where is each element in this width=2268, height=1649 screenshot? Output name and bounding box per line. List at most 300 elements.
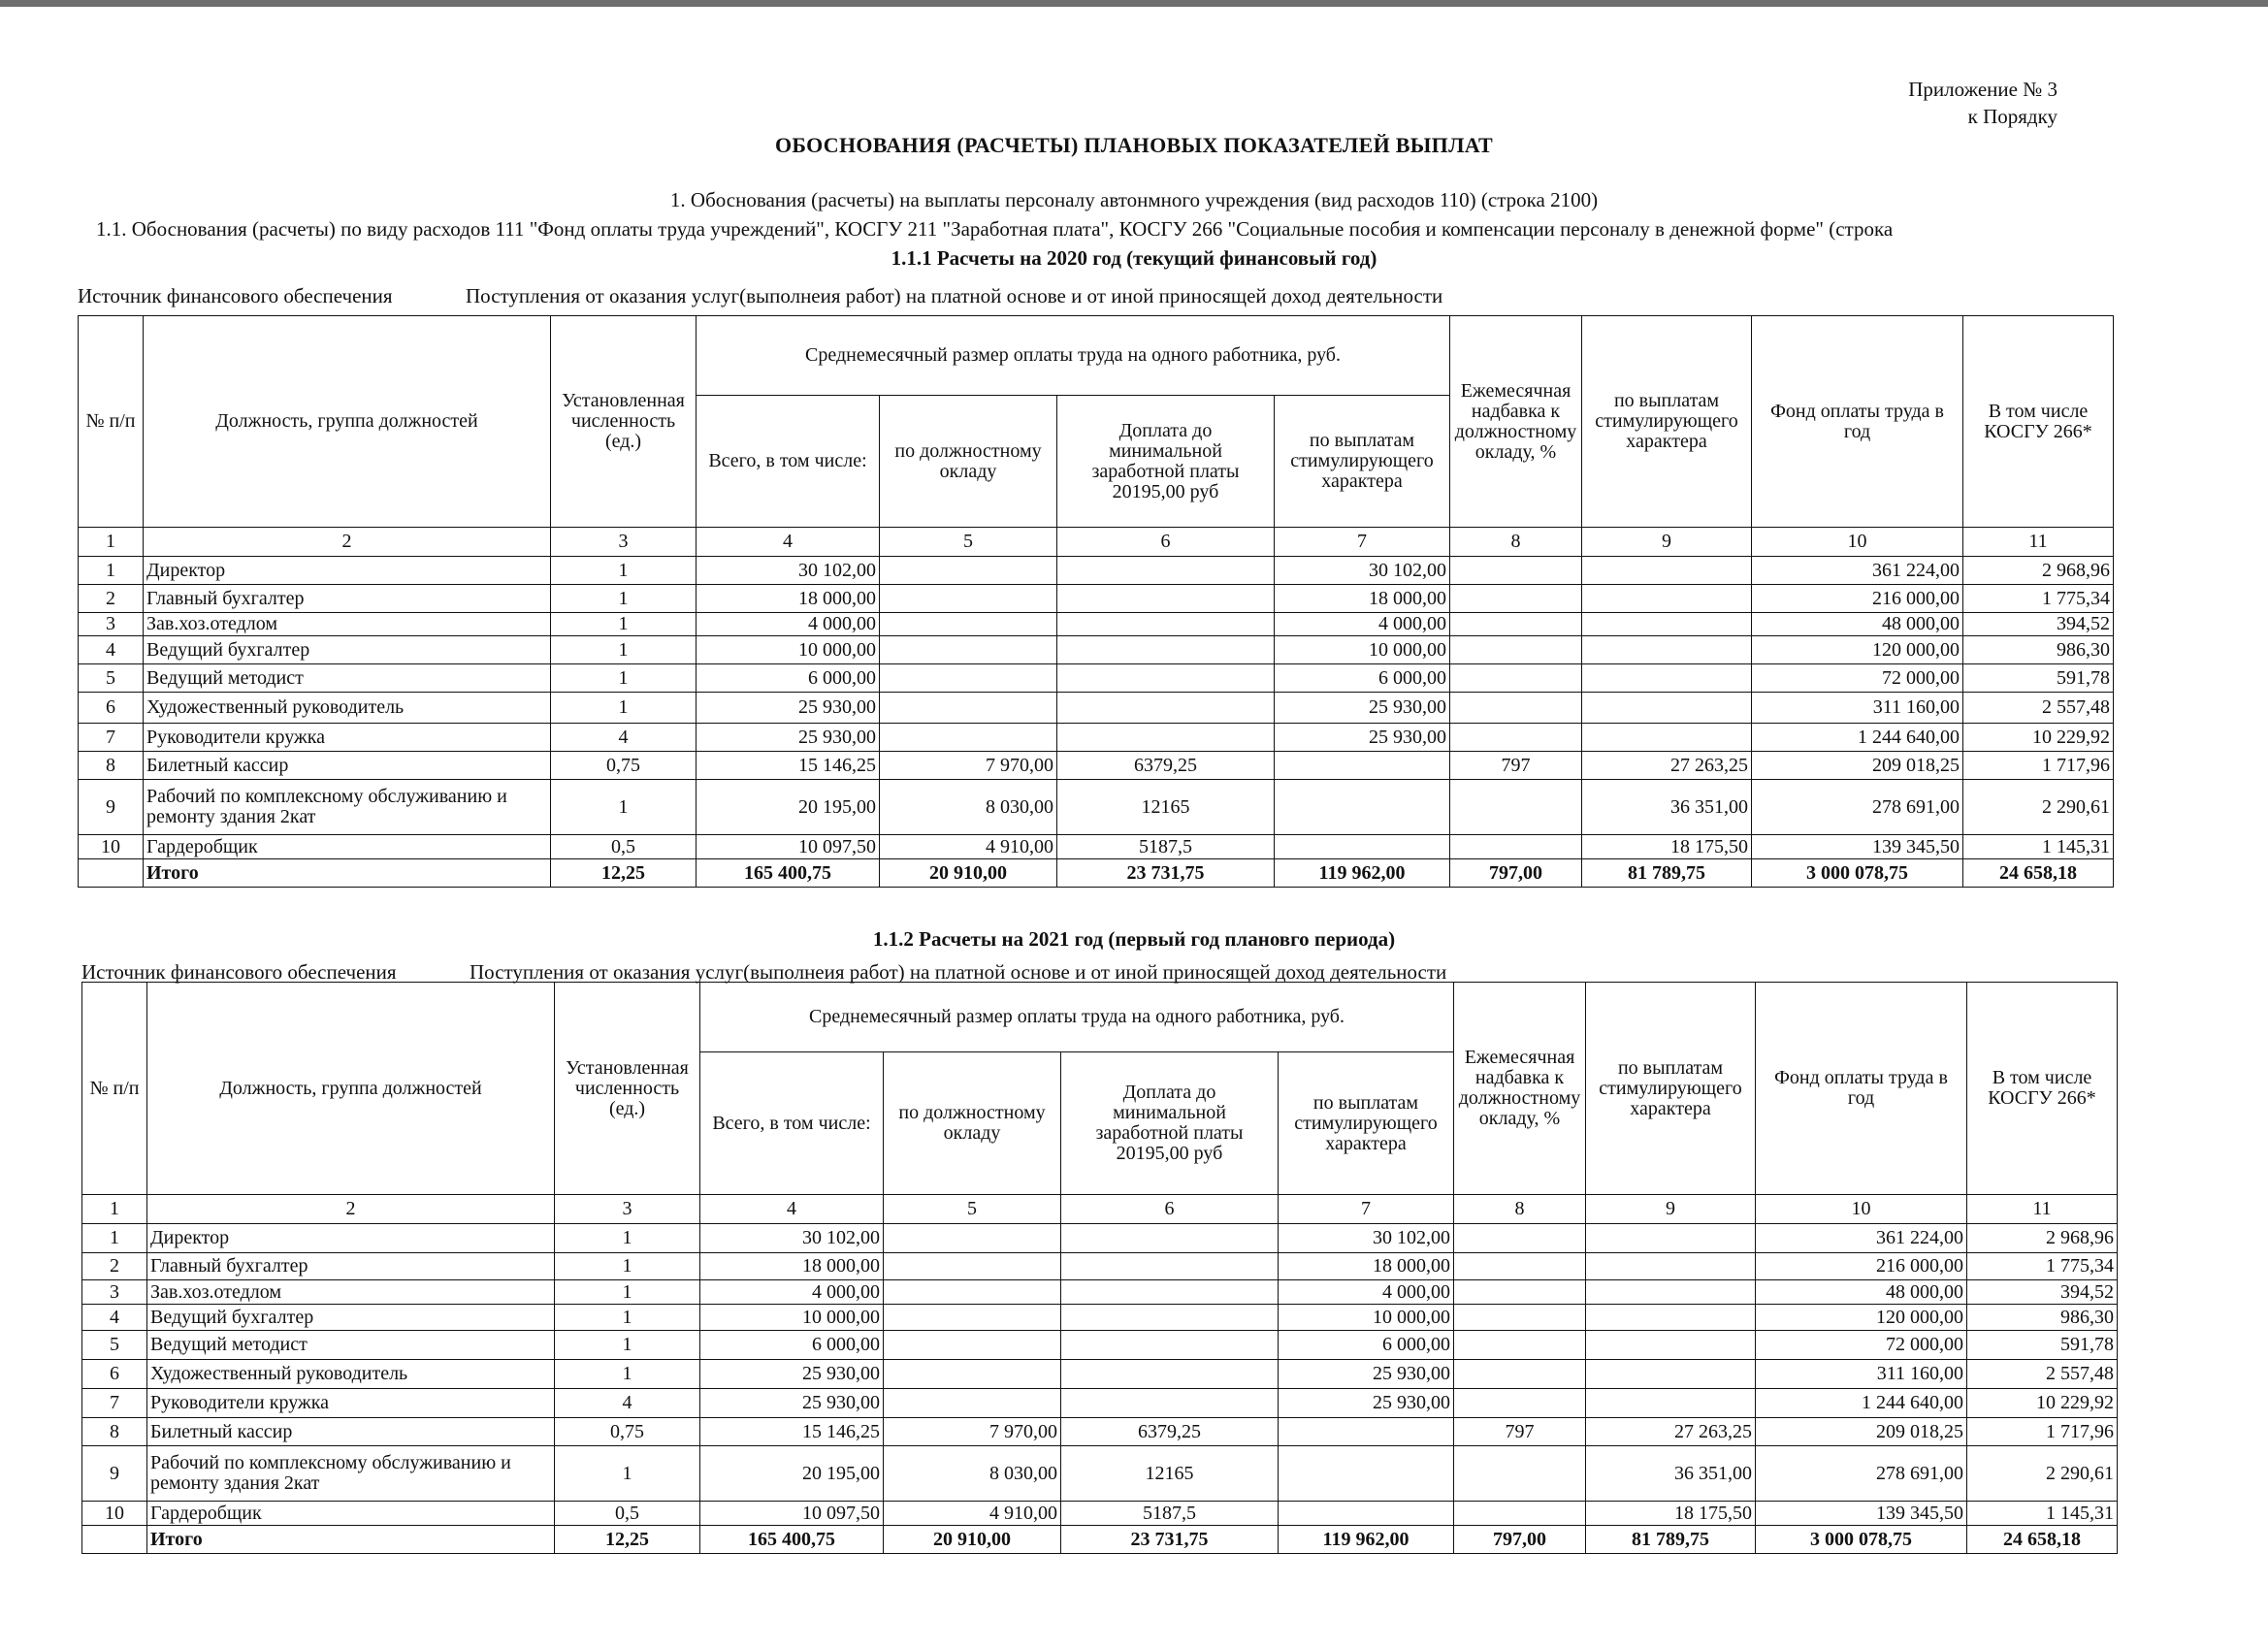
table-cell: 3 — [79, 613, 144, 636]
table-cell: 1 717,96 — [1963, 752, 2114, 780]
table-cell — [1454, 1224, 1586, 1253]
table-cell: 25 930,00 — [700, 1389, 884, 1418]
table-cell — [1057, 613, 1275, 636]
table-cell: 18 175,50 — [1582, 835, 1752, 859]
table-cell — [1057, 724, 1275, 752]
table-cell: Билетный кассир — [144, 752, 551, 780]
table-cell: 1 — [551, 664, 697, 693]
table-cell: 1 — [555, 1253, 700, 1280]
payroll-table — [81, 982, 2118, 1554]
table-cell — [1450, 585, 1582, 613]
table-cell — [1057, 557, 1275, 585]
table-cell: 361 224,00 — [1752, 557, 1963, 585]
table-cell: 986,30 — [1963, 636, 2114, 664]
table-cell: 7 970,00 — [880, 752, 1057, 780]
table-cell: 7 970,00 — [884, 1418, 1061, 1446]
header-kosgu: В том числе КОСГУ 266* — [1963, 316, 2114, 528]
table-cell: 1 244 640,00 — [1752, 724, 1963, 752]
table-cell: 12165 — [1057, 780, 1275, 835]
table-cell: 15 146,25 — [700, 1418, 884, 1446]
table-cell: 1 — [555, 1224, 700, 1253]
column-number: 6 — [1057, 528, 1275, 557]
table-cell — [1450, 835, 1582, 859]
table-cell — [1454, 1253, 1586, 1280]
table-cell — [884, 1253, 1061, 1280]
table-cell: 30 102,00 — [1275, 557, 1450, 585]
table-cell: 5 — [82, 1331, 147, 1360]
table-cell: 9 — [79, 780, 144, 835]
table-cell: 1 775,34 — [1963, 585, 2114, 613]
total-cell: 24 658,18 — [1967, 1526, 2118, 1554]
column-number: 3 — [551, 528, 697, 557]
section-heading: 1.1.1 Расчеты на 2020 год (текущий финансовый год) — [891, 246, 1377, 270]
table-cell: 120 000,00 — [1756, 1305, 1967, 1331]
table-cell: 10 229,92 — [1967, 1389, 2118, 1418]
table-cell: 10 229,92 — [1963, 724, 2114, 752]
table-cell — [1057, 585, 1275, 613]
table-cell — [1582, 693, 1752, 724]
column-number: 11 — [1967, 1195, 2118, 1224]
table-cell — [1279, 1446, 1454, 1502]
total-cell: 165 400,75 — [700, 1526, 884, 1554]
table-cell — [1586, 1280, 1756, 1305]
column-number: 9 — [1586, 1195, 1756, 1224]
table-cell: 30 102,00 — [1279, 1224, 1454, 1253]
table-cell: 1 244 640,00 — [1756, 1389, 1967, 1418]
header-total: Всего, в том числе: — [697, 396, 880, 528]
header-salary: по должностному окладу — [880, 396, 1057, 528]
header-bonus: Ежемесячная надбавка к должностному окладу, % — [1450, 316, 1582, 528]
table-cell: 0,5 — [551, 835, 697, 859]
table-cell: 4 910,00 — [884, 1502, 1061, 1526]
table-cell: 25 930,00 — [697, 724, 880, 752]
column-number: 4 — [700, 1195, 884, 1224]
table-cell: Директор — [144, 557, 551, 585]
table-cell: Гардеробщик — [144, 835, 551, 859]
header-position: Должность, группа должностей — [147, 983, 555, 1195]
table-cell: 4 910,00 — [880, 835, 1057, 859]
table-cell: 2 — [79, 585, 144, 613]
table-row — [79, 780, 2114, 835]
table-cell: Директор — [147, 1224, 555, 1253]
table-cell — [1057, 693, 1275, 724]
table-cell: 25 930,00 — [697, 693, 880, 724]
table-cell: 4 000,00 — [700, 1280, 884, 1305]
table-cell: 5187,5 — [1061, 1502, 1279, 1526]
table-cell — [1582, 585, 1752, 613]
header-fund: Фонд оплаты труда в год — [1752, 316, 1963, 528]
table-row — [82, 1224, 2118, 1253]
table-cell: 18 000,00 — [1279, 1253, 1454, 1280]
header-bonus: Ежемесячная надбавка к должностному окладу, % — [1454, 983, 1586, 1195]
table-cell: 8 — [79, 752, 144, 780]
table-cell: 1 — [555, 1360, 700, 1389]
header-stim: по выплатам стимулирующего характера — [1279, 1052, 1454, 1195]
total-cell: 23 731,75 — [1057, 859, 1275, 888]
table-row — [79, 752, 2114, 780]
table-cell — [884, 1331, 1061, 1360]
table-cell: 6 000,00 — [697, 664, 880, 693]
table-cell: 797 — [1450, 752, 1582, 780]
table-cell — [880, 585, 1057, 613]
table-cell — [1454, 1305, 1586, 1331]
table-cell: 1 — [79, 557, 144, 585]
table-cell — [1586, 1305, 1756, 1331]
table-cell: Ведущий бухгалтер — [144, 636, 551, 664]
table-cell: 1 145,31 — [1963, 835, 2114, 859]
table-cell: 30 102,00 — [700, 1224, 884, 1253]
table-cell: 1 — [555, 1446, 700, 1502]
column-number: 11 — [1963, 528, 2114, 557]
column-number: 5 — [880, 528, 1057, 557]
table-cell: 394,52 — [1967, 1280, 2118, 1305]
table-cell — [1061, 1331, 1279, 1360]
table-cell: 986,30 — [1967, 1305, 2118, 1331]
table-cell — [1061, 1253, 1279, 1280]
total-row — [82, 1526, 2118, 1554]
table-cell — [880, 613, 1057, 636]
table-cell — [1450, 780, 1582, 835]
total-cell — [82, 1526, 147, 1554]
table-cell — [1582, 557, 1752, 585]
table-row — [79, 557, 2114, 585]
table-cell: Зав.хоз.отедлом — [147, 1280, 555, 1305]
table-cell — [1061, 1280, 1279, 1305]
table-cell: Главный бухгалтер — [144, 585, 551, 613]
table-cell: 6379,25 — [1061, 1418, 1279, 1446]
table-cell — [884, 1305, 1061, 1331]
table-row — [79, 613, 2114, 636]
table-cell: 6 000,00 — [1275, 664, 1450, 693]
table-cell: 72 000,00 — [1756, 1331, 1967, 1360]
table-cell: 4 — [555, 1389, 700, 1418]
header-fund: Фонд оплаты труда в год — [1756, 983, 1967, 1195]
table-row — [82, 1280, 2118, 1305]
header-stim-payments: по выплатам стимулирующего характера — [1586, 983, 1756, 1195]
table-cell: 10 097,50 — [700, 1502, 884, 1526]
table-cell: 311 160,00 — [1752, 693, 1963, 724]
table-cell — [1275, 780, 1450, 835]
table-cell — [1279, 1418, 1454, 1446]
table-cell: 1 — [551, 780, 697, 835]
table-cell: 18 175,50 — [1586, 1502, 1756, 1526]
column-number: 6 — [1061, 1195, 1279, 1224]
table-cell — [884, 1360, 1061, 1389]
table-cell — [1582, 724, 1752, 752]
table-cell — [1061, 1360, 1279, 1389]
table-cell: 1 717,96 — [1967, 1418, 2118, 1446]
table-cell: Ведущий бухгалтер — [147, 1305, 555, 1331]
table-cell: 18 000,00 — [700, 1253, 884, 1280]
table-cell: 120 000,00 — [1752, 636, 1963, 664]
table-cell: 6379,25 — [1057, 752, 1275, 780]
column-number: 10 — [1752, 528, 1963, 557]
table-cell — [1586, 1253, 1756, 1280]
total-cell: 3 000 078,75 — [1752, 859, 1963, 888]
table-row — [79, 724, 2114, 752]
table-cell: 72 000,00 — [1752, 664, 1963, 693]
header-avg-salary-group: Среднемесячный размер оплаты труда на одного работника, руб. — [697, 316, 1450, 396]
table-cell — [1061, 1305, 1279, 1331]
table-cell: 6 000,00 — [1279, 1331, 1454, 1360]
table-cell: 591,78 — [1963, 664, 2114, 693]
table-cell: 15 146,25 — [697, 752, 880, 780]
header-num: № п/п — [79, 316, 144, 528]
table-row — [79, 585, 2114, 613]
table-cell: Главный бухгалтер — [147, 1253, 555, 1280]
header-kosgu: В том числе КОСГУ 266* — [1967, 983, 2118, 1195]
column-number: 2 — [144, 528, 551, 557]
table-cell: 6 — [82, 1360, 147, 1389]
total-cell: 24 658,18 — [1963, 859, 2114, 888]
table-cell: 139 345,50 — [1752, 835, 1963, 859]
header-position: Должность, группа должностей — [144, 316, 551, 528]
table-cell — [1061, 1389, 1279, 1418]
header-row — [82, 983, 2118, 1052]
table-row — [79, 636, 2114, 664]
table-cell: Ведущий методист — [147, 1331, 555, 1360]
table-cell — [1582, 613, 1752, 636]
total-cell: 23 731,75 — [1061, 1526, 1279, 1554]
table-cell: 9 — [82, 1446, 147, 1502]
column-number-row — [82, 1195, 2118, 1224]
column-number: 2 — [147, 1195, 555, 1224]
table-cell: 20 195,00 — [697, 780, 880, 835]
table-cell: Художественный руководитель — [147, 1360, 555, 1389]
total-cell: 119 962,00 — [1279, 1526, 1454, 1554]
table-cell: 20 195,00 — [700, 1446, 884, 1502]
table-cell: 10 000,00 — [700, 1305, 884, 1331]
total-cell: Итого — [144, 859, 551, 888]
table-cell: 139 345,50 — [1756, 1502, 1967, 1526]
table-cell: 1 775,34 — [1967, 1253, 2118, 1280]
header-stim: по выплатам стимулирующего характера — [1275, 396, 1450, 528]
table-cell: 12165 — [1061, 1446, 1279, 1502]
table-cell — [880, 693, 1057, 724]
table-cell: Ведущий методист — [144, 664, 551, 693]
table-cell: 1 — [555, 1280, 700, 1305]
table-cell: 5187,5 — [1057, 835, 1275, 859]
table-cell — [1454, 1446, 1586, 1502]
total-cell: 12,25 — [551, 859, 697, 888]
table-cell: 18 000,00 — [697, 585, 880, 613]
table-cell — [1454, 1389, 1586, 1418]
total-row — [79, 859, 2114, 888]
table-cell — [1275, 835, 1450, 859]
table-cell: 797 — [1454, 1418, 1586, 1446]
table-cell — [1582, 636, 1752, 664]
table-cell: 216 000,00 — [1756, 1253, 1967, 1280]
table-cell — [1454, 1280, 1586, 1305]
table-cell: 1 — [551, 557, 697, 585]
table-cell: 10 — [79, 835, 144, 859]
column-number: 7 — [1279, 1195, 1454, 1224]
table-row — [79, 664, 2114, 693]
table-cell: 25 930,00 — [1279, 1389, 1454, 1418]
table-cell: 36 351,00 — [1586, 1446, 1756, 1502]
table-cell: 6 — [79, 693, 144, 724]
table-cell: 25 930,00 — [1275, 724, 1450, 752]
appendix-line1: Приложение № 3 — [1908, 78, 2057, 101]
table-cell: 4 — [551, 724, 697, 752]
table-cell: 2 557,48 — [1963, 693, 2114, 724]
table-cell: 1 — [551, 585, 697, 613]
total-cell: 165 400,75 — [697, 859, 880, 888]
table-cell — [1454, 1331, 1586, 1360]
table-cell: 10 097,50 — [697, 835, 880, 859]
table-cell: 6 000,00 — [700, 1331, 884, 1360]
total-cell: 20 910,00 — [880, 859, 1057, 888]
funding-source-label: Источник финансового обеспечения — [78, 284, 393, 307]
column-number: 10 — [1756, 1195, 1967, 1224]
table-row — [82, 1331, 2118, 1360]
subtitle-expenses: 1. Обоснования (расчеты) на выплаты персоналу автонмного учреждения (вид расходов 110) (строка 2100) — [669, 188, 1599, 211]
column-number-row — [79, 528, 2114, 557]
funding-source-value: Поступления от оказания услуг(выполнеия работ) на платной основе и от иной приносящей доход деятельности — [470, 960, 1447, 984]
table-row — [82, 1389, 2118, 1418]
table-cell: 4 000,00 — [1275, 613, 1450, 636]
column-number: 9 — [1582, 528, 1752, 557]
table-cell: 2 968,96 — [1963, 557, 2114, 585]
total-cell: 81 789,75 — [1582, 859, 1752, 888]
table-cell — [1057, 636, 1275, 664]
table-cell — [1586, 1331, 1756, 1360]
scan-edge — [0, 0, 2268, 7]
column-number: 8 — [1454, 1195, 1586, 1224]
table-cell — [1450, 664, 1582, 693]
funding-source-label: Источник финансового обеспечения — [81, 960, 397, 984]
payroll-table — [78, 315, 2114, 888]
table-cell: 209 018,25 — [1756, 1418, 1967, 1446]
table-cell: Гардеробщик — [147, 1502, 555, 1526]
table-cell — [884, 1280, 1061, 1305]
table-cell: 311 160,00 — [1756, 1360, 1967, 1389]
table-row — [82, 1305, 2118, 1331]
table-cell — [880, 557, 1057, 585]
header-total: Всего, в том числе: — [700, 1052, 884, 1195]
table-row — [82, 1253, 2118, 1280]
column-number: 7 — [1275, 528, 1450, 557]
table-cell: 25 930,00 — [1275, 693, 1450, 724]
column-number: 3 — [555, 1195, 700, 1224]
table-cell — [880, 636, 1057, 664]
table-cell: 8 030,00 — [880, 780, 1057, 835]
table-cell: 10 000,00 — [1279, 1305, 1454, 1331]
table-cell: 0,75 — [555, 1418, 700, 1446]
table-cell: 209 018,25 — [1752, 752, 1963, 780]
table-cell: 0,75 — [551, 752, 697, 780]
table-cell: 2 557,48 — [1967, 1360, 2118, 1389]
table-cell: 27 263,25 — [1586, 1418, 1756, 1446]
column-number: 5 — [884, 1195, 1061, 1224]
table-row — [79, 693, 2114, 724]
header-min-wage: Доплата до минимальной заработной платы 20195,00 руб — [1061, 1052, 1279, 1195]
header-avg-salary-group: Среднемесячный размер оплаты труда на одного работника, руб. — [700, 983, 1454, 1052]
table-cell: 48 000,00 — [1752, 613, 1963, 636]
table-cell: Руководители кружка — [147, 1389, 555, 1418]
table-cell: 36 351,00 — [1582, 780, 1752, 835]
table-cell — [1586, 1360, 1756, 1389]
header-min-wage: Доплата до минимальной заработной платы 20195,00 руб — [1057, 396, 1275, 528]
table-cell: 10 000,00 — [1275, 636, 1450, 664]
table-cell: 1 — [551, 613, 697, 636]
header-staff: Установленная численность (ед.) — [555, 983, 700, 1195]
table-cell: 8 — [82, 1418, 147, 1446]
column-number: 1 — [82, 1195, 147, 1224]
table-cell — [880, 664, 1057, 693]
total-cell: 81 789,75 — [1586, 1526, 1756, 1554]
header-staff: Установленная численность (ед.) — [551, 316, 697, 528]
table-cell — [1450, 636, 1582, 664]
total-cell — [79, 859, 144, 888]
table-row — [82, 1446, 2118, 1502]
table-cell: 1 — [555, 1331, 700, 1360]
table-cell: 30 102,00 — [697, 557, 880, 585]
table-cell: 3 — [82, 1280, 147, 1305]
table-cell: 10 — [82, 1502, 147, 1526]
table-cell: 10 000,00 — [697, 636, 880, 664]
table-cell — [1586, 1224, 1756, 1253]
table-cell: 2 — [82, 1253, 147, 1280]
table-row — [79, 835, 2114, 859]
table-cell: 591,78 — [1967, 1331, 2118, 1360]
table-cell: 7 — [79, 724, 144, 752]
table-cell — [884, 1389, 1061, 1418]
table-cell: 4 000,00 — [1279, 1280, 1454, 1305]
table-cell: 48 000,00 — [1756, 1280, 1967, 1305]
table-cell: Зав.хоз.отедлом — [144, 613, 551, 636]
table-cell — [1450, 693, 1582, 724]
table-cell: 4 — [82, 1305, 147, 1331]
table-cell — [1586, 1389, 1756, 1418]
table-cell: 216 000,00 — [1752, 585, 1963, 613]
table-cell: 1 — [551, 693, 697, 724]
table-cell — [1279, 1502, 1454, 1526]
table-cell: 394,52 — [1963, 613, 2114, 636]
total-cell: 20 910,00 — [884, 1526, 1061, 1554]
table-cell — [880, 724, 1057, 752]
table-cell — [1450, 613, 1582, 636]
table-cell: 25 930,00 — [700, 1360, 884, 1389]
table-cell — [1061, 1224, 1279, 1253]
table-cell: 18 000,00 — [1275, 585, 1450, 613]
table-cell — [1450, 557, 1582, 585]
table-cell: 5 — [79, 664, 144, 693]
funding-source-value: Поступления от оказания услуг(выполнеия работ) на платной основе и от иной приносящей доход деятельности — [466, 284, 1443, 307]
section-heading: 1.1.2 Расчеты на 2021 год (первый год плановго периода) — [872, 927, 1396, 951]
total-cell: 797,00 — [1454, 1526, 1586, 1554]
table-cell: 278 691,00 — [1752, 780, 1963, 835]
table-cell: 25 930,00 — [1279, 1360, 1454, 1389]
table-cell: 4 — [79, 636, 144, 664]
table-cell — [1275, 752, 1450, 780]
table-row — [82, 1418, 2118, 1446]
appendix-line2: к Порядку — [1967, 105, 2057, 128]
table-cell — [1057, 664, 1275, 693]
total-cell: 119 962,00 — [1275, 859, 1450, 888]
table-cell: Рабочий по комплексному обслуживанию и ремонту здания 2кат — [147, 1446, 555, 1502]
column-number: 8 — [1450, 528, 1582, 557]
total-cell: Итого — [147, 1526, 555, 1554]
header-num: № п/п — [82, 983, 147, 1195]
table-cell: 8 030,00 — [884, 1446, 1061, 1502]
total-cell: 3 000 078,75 — [1756, 1526, 1967, 1554]
table-cell: Художественный руководитель — [144, 693, 551, 724]
table-cell: 1 145,31 — [1967, 1502, 2118, 1526]
table-cell: 361 224,00 — [1756, 1224, 1967, 1253]
header-salary: по должностному окладу — [884, 1052, 1061, 1195]
table-cell: 2 968,96 — [1967, 1224, 2118, 1253]
